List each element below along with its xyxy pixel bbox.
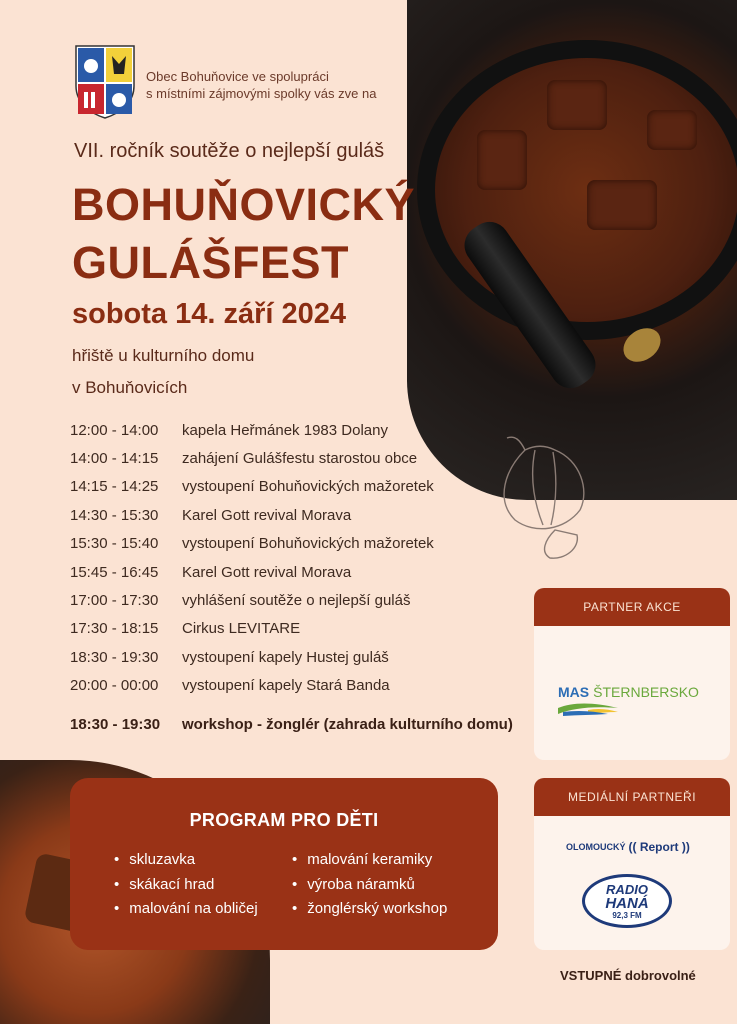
- list-item: • skákací hrad: [114, 873, 258, 898]
- garlic-icon: [485, 430, 605, 560]
- schedule-activity: zahájení Gulášfestu starostou obce: [182, 450, 418, 468]
- schedule-activity: vystoupení Bohuňovických mažoretek: [182, 535, 434, 553]
- list-item: • výroba náramků: [292, 873, 447, 898]
- radio-hana-logo: [582, 874, 672, 928]
- workshop-time: 18:30 - 19:30: [70, 716, 161, 733]
- list-item: • malování keramiky: [292, 848, 447, 873]
- event-title: [72, 176, 415, 292]
- schedule-row: [70, 444, 434, 472]
- radio-line-2: HANÁ: [605, 894, 649, 912]
- schedule-row: [70, 530, 434, 558]
- event-venue: [72, 340, 254, 404]
- mas-logo-abbr: MAS: [558, 684, 590, 700]
- olomoucky-report-logo: [566, 840, 690, 854]
- schedule-activity: kapela Heřmánek 1983 Dolany: [182, 421, 388, 439]
- venue-line-2: v Bohuňovicích: [72, 378, 188, 397]
- meat-chunk: [587, 180, 657, 230]
- title-line-2: GULÁŠFEST: [72, 237, 350, 288]
- schedule-activity: Cirkus LEVITARE: [182, 620, 301, 638]
- kids-list-left: [114, 848, 258, 922]
- workshop-activity: workshop - žonglér (zahrada kulturního domu): [182, 716, 513, 733]
- schedule-time: 17:30 - 18:15: [70, 620, 159, 638]
- title-line-1: BOHUŇOVICKÝ: [72, 179, 416, 230]
- kids-program-title: PROGRAM PRO DĚTI: [189, 810, 379, 830]
- village-crest-icon: [74, 44, 136, 120]
- schedule-time: 15:45 - 16:45: [70, 563, 159, 581]
- list-item: • malování na obličej: [114, 897, 258, 922]
- schedule-time: 12:00 - 14:00: [70, 421, 159, 439]
- schedule-row: [70, 501, 434, 529]
- mas-logo-name: ŠTERNBERSKO: [593, 684, 699, 700]
- schedule-row: [70, 473, 434, 501]
- entry-fee: VSTUPNÉ dobrovolné: [560, 968, 696, 983]
- edition-subtitle: VII. ročník soutěže o nejlepší guláš: [74, 140, 385, 162]
- mas-swoosh-icon: [558, 700, 618, 716]
- schedule-row: [70, 643, 434, 671]
- intro-line-2: s místními zájmovými spolky vás zve na: [146, 86, 377, 101]
- schedule-row: [70, 615, 434, 643]
- schedule-time: 14:00 - 14:15: [70, 450, 159, 468]
- schedule-time: 17:00 - 17:30: [70, 592, 159, 610]
- radio-line-1: RADIO: [606, 881, 648, 897]
- mas-sternbersko-logo: [558, 684, 699, 700]
- schedule-time: 14:30 - 15:30: [70, 506, 159, 524]
- intro-text: [146, 68, 376, 102]
- list-item: • žonglérský workshop: [292, 897, 447, 922]
- schedule-activity: vystoupení kapely Stará Banda: [182, 677, 390, 695]
- schedule-activity: vystoupení Bohuňovických mažoretek: [182, 478, 434, 496]
- schedule-activity: Karel Gott revival Morava: [182, 563, 352, 581]
- meat-chunk: [477, 130, 527, 190]
- radio-frequency: 92,3 FM: [612, 910, 642, 920]
- media-partners-box: [534, 778, 730, 950]
- list-item: • skluzavka: [114, 848, 258, 873]
- schedule-row: [70, 416, 434, 444]
- workshop-row: [70, 716, 513, 733]
- kids-program-box: [70, 778, 498, 950]
- schedule-activity: Karel Gott revival Morava: [182, 506, 352, 524]
- schedule-time: 20:00 - 00:00: [70, 677, 159, 695]
- goulash-pot-photo: [407, 0, 737, 500]
- partner-box: [534, 588, 730, 760]
- schedule-time: 18:30 - 19:30: [70, 648, 159, 666]
- report-prefix: OLOMOUCKÝ: [566, 842, 626, 852]
- event-date: sobota 14. září 2024: [72, 298, 347, 330]
- partner-heading: PARTNER AKCE: [534, 588, 730, 626]
- intro-line-1: Obec Bohuňovice ve spolupráci: [146, 69, 329, 84]
- venue-line-1: hřiště u kulturního domu: [72, 346, 255, 365]
- report-name: (( Report )): [628, 840, 690, 854]
- schedule-row: [70, 672, 434, 700]
- kids-list-right: [292, 848, 447, 922]
- meat-chunk: [647, 110, 697, 150]
- schedule-time: 15:30 - 15:40: [70, 535, 159, 553]
- schedule-row: [70, 558, 434, 586]
- schedule-row: [70, 586, 434, 614]
- meat-chunk: [547, 80, 607, 130]
- schedule-activity: vyhlášení soutěže o nejlepší guláš: [182, 592, 411, 610]
- schedule-list: [70, 416, 434, 700]
- schedule-activity: vystoupení kapely Hustej guláš: [182, 648, 389, 666]
- schedule-time: 14:15 - 14:25: [70, 478, 159, 496]
- media-heading: MEDIÁLNÍ PARTNEŘI: [534, 778, 730, 816]
